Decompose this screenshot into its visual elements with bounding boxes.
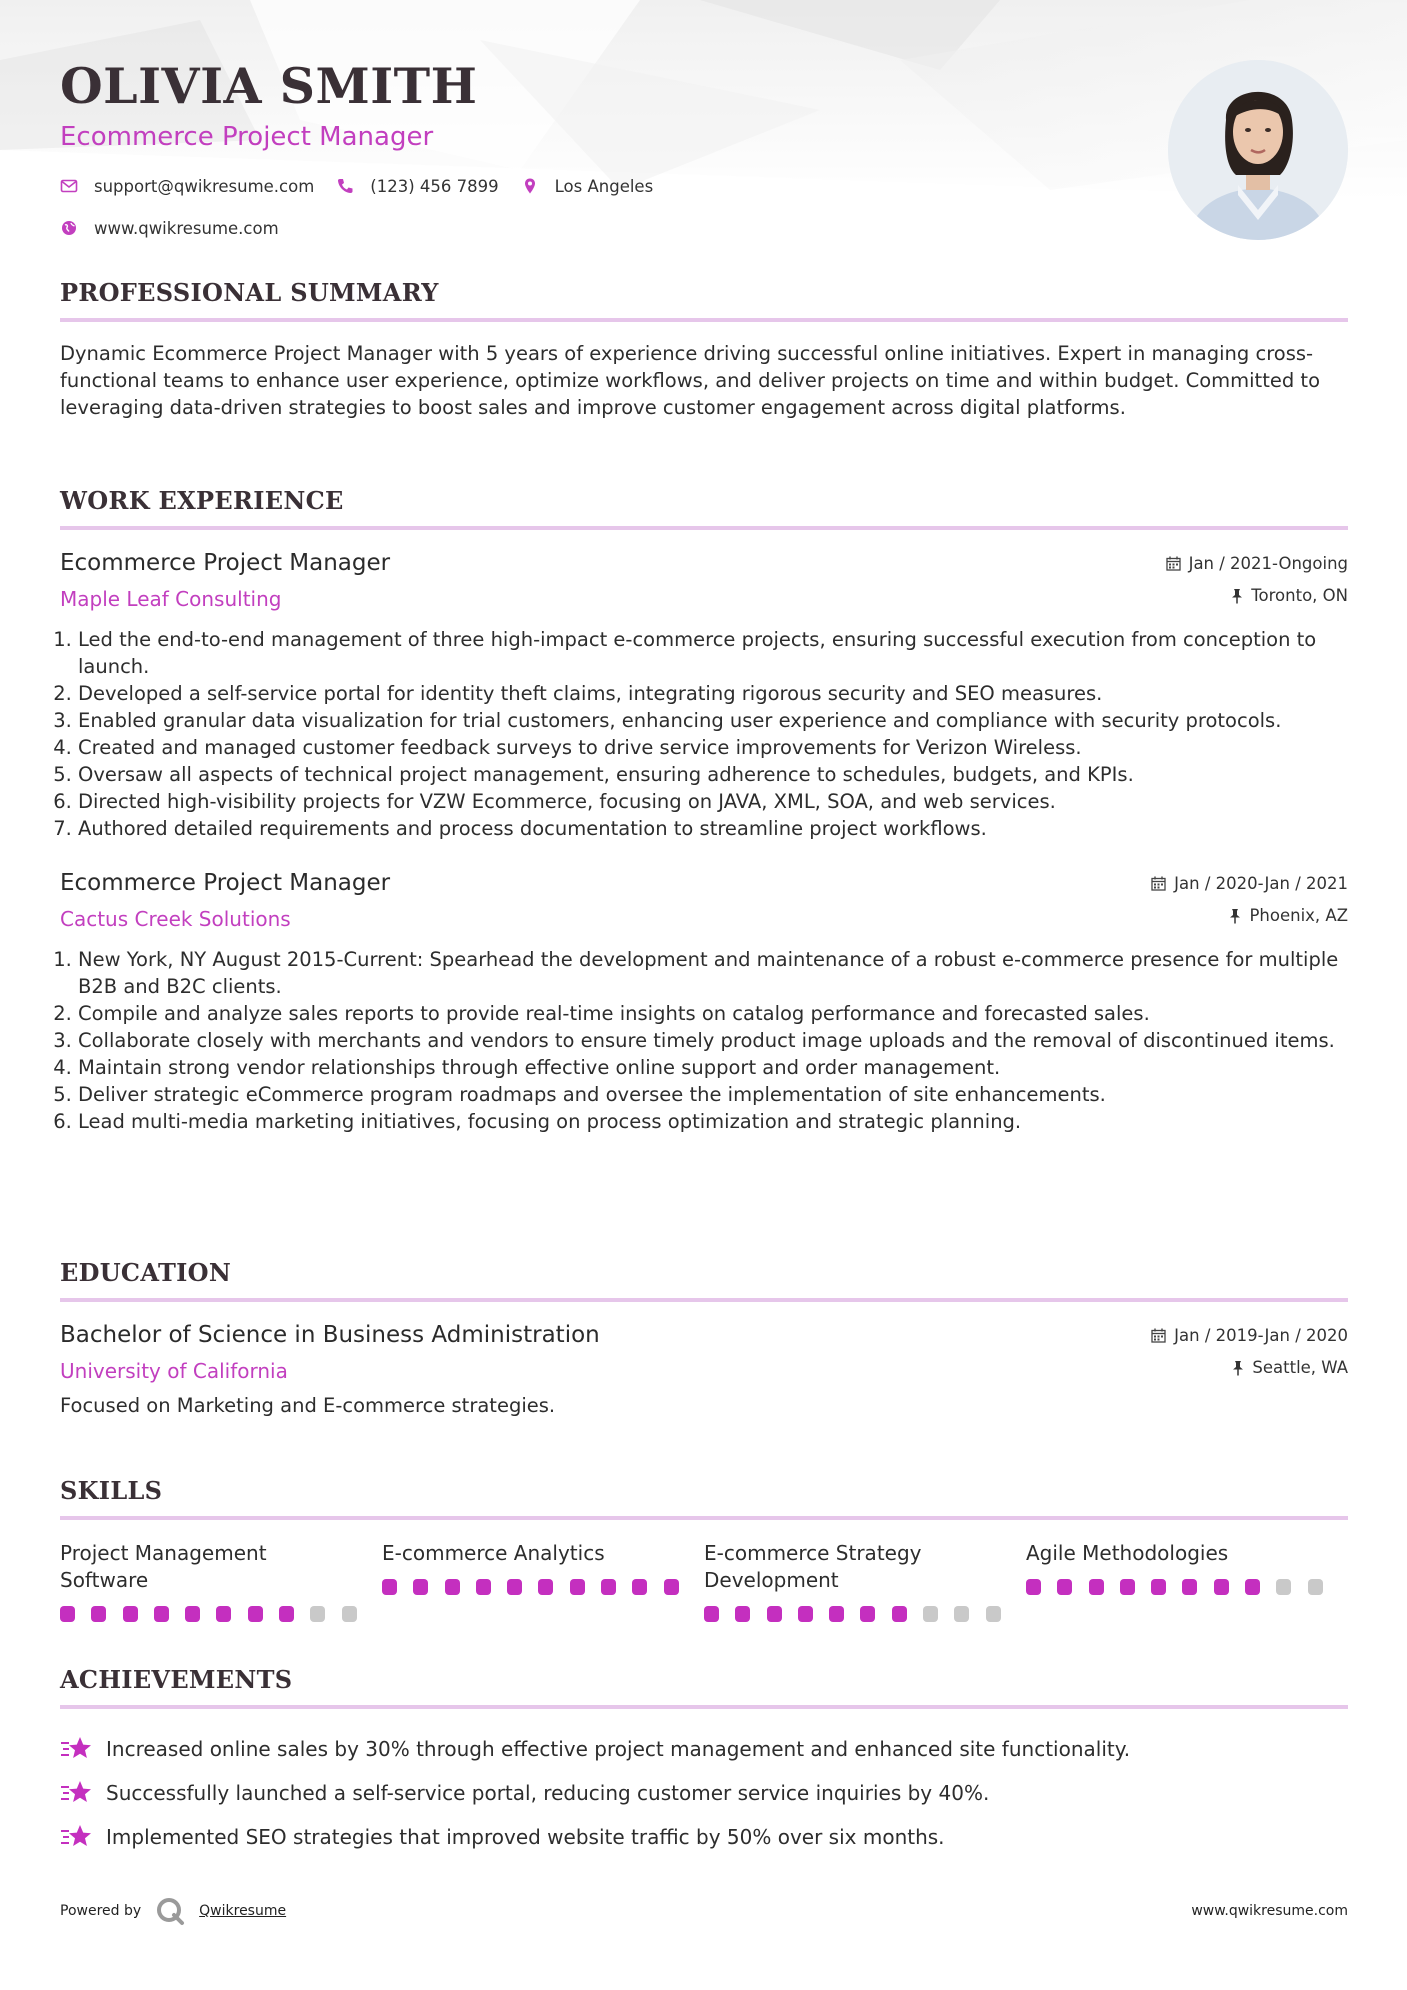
job-bullet: 6. Lead multi-media marketing initiatives, focusing on process optimization and strategic planning.: [78, 1108, 1348, 1135]
job-bullet: 3. Collaborate closely with merchants and vendors to ensure timely product image uploads and the removal of discontinued items.: [78, 1027, 1348, 1054]
skill-dot-filled: [704, 1606, 719, 1622]
skill-dot-filled: [1245, 1579, 1260, 1595]
job-company: Maple Leaf Consulting: [60, 587, 282, 611]
skill-item: [382, 1540, 704, 1622]
skill-rating: [60, 1606, 382, 1622]
skill-dot-filled: [767, 1606, 782, 1622]
job-date: [1151, 874, 1348, 893]
skill-name: E-commerce Strategy Development: [704, 1541, 922, 1592]
skill-dot-empty: [342, 1606, 357, 1622]
skill-dot-filled: [476, 1579, 491, 1595]
job-location: [1229, 906, 1348, 925]
job-date-text: Jan / 2021-Ongoing: [1188, 554, 1348, 573]
skill-dot-filled: [248, 1606, 263, 1622]
education-location: [1232, 1358, 1348, 1377]
skills-section: [60, 1476, 1348, 1622]
job-bullets: [60, 946, 1348, 1135]
job-bullet: 1. Led the end-to-end management of three high-impact e-commerce projects, ensuring successful execution from conception to launch.: [78, 626, 1348, 680]
skill-dot-filled: [154, 1606, 169, 1622]
education-description: Focused on Marketing and E-commerce strategies.: [60, 1394, 556, 1417]
job-entry: [60, 868, 1348, 1135]
summary-section: [60, 278, 1348, 421]
skill-dot-filled: [601, 1579, 616, 1595]
job-date: [1166, 554, 1348, 573]
job-company: Cactus Creek Solutions: [60, 907, 291, 931]
skill-dot-filled: [185, 1606, 200, 1622]
skill-dot-filled: [1089, 1579, 1104, 1595]
email-text: support@qwikresume.com: [94, 176, 315, 196]
achievements-heading: ACHIEVEMENTS: [60, 1665, 1348, 1709]
skill-rating: [382, 1579, 704, 1595]
contact-row-secondary: [60, 216, 1060, 240]
calendar-icon: [1151, 1328, 1166, 1343]
job-bullet: 3. Enabled granular data visualization for trial customers, enhancing user experience and compliance with security protocols.: [78, 707, 1348, 734]
skill-name: E-commerce Analytics: [382, 1541, 605, 1565]
education-entry: [60, 1320, 1348, 1419]
achievement-item: [60, 1771, 1348, 1815]
job-title: Ecommerce Project Manager: [60, 550, 391, 576]
map-pin-icon: [521, 177, 539, 195]
job-title: Ecommerce Project Manager: [60, 870, 391, 896]
education-date: [1151, 1326, 1348, 1345]
skill-dot-filled: [829, 1606, 844, 1622]
job-bullet: 6. Directed high-visibility projects for VZW Ecommerce, focusing on JAVA, XML, SOA, and web services.: [78, 788, 1348, 815]
achievement-text: Successfully launched a self-service portal, reducing customer service inquiries by 40%.: [106, 1781, 990, 1805]
skill-dot-filled: [123, 1606, 138, 1622]
degree-title: Bachelor of Science in Business Administration: [60, 1322, 600, 1348]
skill-dot-filled: [507, 1579, 522, 1595]
contact-phone[interactable]: [336, 177, 498, 196]
powered-by-label: Powered by: [60, 1903, 142, 1919]
achievement-item: [60, 1727, 1348, 1771]
skill-dot-filled: [60, 1606, 75, 1622]
achievement-text: Implemented SEO strategies that improved website traffic by 50% over six months.: [106, 1825, 945, 1849]
qwikresume-link[interactable]: Qwikresume: [199, 1903, 287, 1919]
skill-item: [1026, 1540, 1348, 1622]
skill-dot-filled: [445, 1579, 460, 1595]
resume-header: [60, 56, 1060, 240]
location-text: Los Angeles: [554, 176, 654, 196]
skill-dot-empty: [923, 1606, 938, 1622]
globe-icon: [60, 219, 78, 237]
skill-dot-filled: [91, 1606, 106, 1622]
job-bullet: 5. Oversaw all aspects of technical project management, ensuring adherence to schedules, budgets, and KPIs.: [78, 761, 1348, 788]
achievements-section: [60, 1665, 1348, 1859]
skill-dot-filled: [382, 1579, 397, 1595]
experience-section: [60, 486, 1348, 1135]
job-bullet: 4. Maintain strong vendor relationships through effective online support and order management.: [78, 1054, 1348, 1081]
skill-name: Project Management Software: [60, 1541, 267, 1592]
job-location-text: Toronto, ON: [1251, 586, 1348, 605]
candidate-name: OLIVIA SMITH: [60, 57, 478, 115]
skill-item: [704, 1540, 1026, 1622]
experience-heading: WORK EXPERIENCE: [60, 486, 1348, 530]
job-bullet: 5. Deliver strategic eCommerce program roadmaps and oversee the implementation of site enhancements.: [78, 1081, 1348, 1108]
qwikresume-logo-icon: [155, 1896, 185, 1926]
skill-dot-filled: [632, 1579, 647, 1595]
skill-dot-filled: [216, 1606, 231, 1622]
skill-dot-filled: [1057, 1579, 1072, 1595]
skill-item: [60, 1540, 382, 1622]
calendar-icon: [1166, 556, 1181, 571]
job-location-text: Phoenix, AZ: [1249, 906, 1348, 925]
skill-dot-filled: [798, 1606, 813, 1622]
job-header: [60, 868, 1348, 936]
job-bullet: 1. New York, NY August 2015-Current: Spearhead the development and maintenance of a robust e-commerce presence for multiple B2B and B2C clients.: [78, 946, 1348, 1000]
skill-dot-filled: [664, 1579, 679, 1595]
school-name: University of California: [60, 1359, 288, 1383]
contact-website[interactable]: [60, 219, 279, 238]
skill-dot-filled: [1026, 1579, 1041, 1595]
job-bullet: 2. Developed a self-service portal for identity theft claims, integrating rigorous security and SEO measures.: [78, 680, 1348, 707]
phone-icon: [336, 177, 354, 195]
education-section: [60, 1258, 1348, 1419]
skill-rating: [1026, 1579, 1348, 1595]
skill-dot-filled: [1120, 1579, 1135, 1595]
skills-grid: [60, 1540, 1348, 1622]
skill-name: Agile Methodologies: [1026, 1541, 1229, 1565]
skill-dot-filled: [1151, 1579, 1166, 1595]
candidate-role: Ecommerce Project Manager: [60, 122, 434, 152]
education-location-text: Seattle, WA: [1252, 1358, 1348, 1377]
skill-dot-empty: [954, 1606, 969, 1622]
achievement-star-icon: [60, 1735, 92, 1763]
achievement-text: Increased online sales by 30% through effective project management and enhanced site functionality.: [106, 1737, 1131, 1761]
job-header: [60, 548, 1348, 616]
skill-dot-empty: [1308, 1579, 1323, 1595]
skill-dot-empty: [1276, 1579, 1291, 1595]
achievements-list: [60, 1727, 1348, 1859]
job-bullet: 2. Compile and analyze sales reports to provide real-time insights on catalog performance and forecasted sales.: [78, 1000, 1348, 1027]
job-bullet: 7. Authored detailed requirements and process documentation to streamline project workflows.: [78, 815, 1348, 842]
skills-heading: SKILLS: [60, 1476, 1348, 1520]
website-text: www.qwikresume.com: [94, 218, 279, 238]
skill-dot-filled: [1214, 1579, 1229, 1595]
pushpin-icon: [1232, 1360, 1244, 1376]
education-heading: EDUCATION: [60, 1258, 1348, 1302]
skill-dot-empty: [986, 1606, 1001, 1622]
page-footer: [60, 1896, 1348, 1926]
job-date-text: Jan / 2020-Jan / 2021: [1174, 874, 1348, 893]
skill-dot-filled: [892, 1606, 907, 1622]
contact-email[interactable]: [60, 177, 314, 196]
job-entry: [60, 548, 1348, 842]
achievement-item: [60, 1815, 1348, 1859]
contact-row-primary: [60, 174, 1060, 198]
job-bullet: 4. Created and managed customer feedback surveys to drive service improvements for Verizon Wireless.: [78, 734, 1348, 761]
calendar-icon: [1151, 876, 1166, 891]
skill-dot-filled: [413, 1579, 428, 1595]
skill-dot-filled: [279, 1606, 294, 1622]
profile-photo: [1168, 60, 1348, 240]
summary-heading: PROFESSIONAL SUMMARY: [60, 278, 1348, 322]
pushpin-icon: [1229, 908, 1241, 924]
skill-dot-filled: [538, 1579, 553, 1595]
footer-website[interactable]: www.qwikresume.com: [1191, 1903, 1348, 1919]
skill-dot-empty: [310, 1606, 325, 1622]
skill-dot-filled: [735, 1606, 750, 1622]
phone-text: (123) 456 7899: [370, 176, 499, 196]
job-bullets: [60, 626, 1348, 842]
achievement-star-icon: [60, 1823, 92, 1851]
achievement-star-icon: [60, 1779, 92, 1807]
skill-dot-filled: [570, 1579, 585, 1595]
education-date-text: Jan / 2019-Jan / 2020: [1174, 1326, 1348, 1345]
pushpin-icon: [1231, 588, 1243, 604]
summary-text: Dynamic Ecommerce Project Manager with 5 years of experience driving successful online initiatives. Expert in managing cross-functional teams to enhance user experience, optimize workflows, and deliver projects on time and within budget. Committed to leveraging data-driven strategies to boost sales and improve customer engagement across digital platforms.: [60, 342, 1320, 419]
skill-rating: [704, 1606, 1026, 1622]
skill-dot-filled: [860, 1606, 875, 1622]
skill-dot-filled: [1182, 1579, 1197, 1595]
education-header: [60, 1320, 1348, 1388]
job-location: [1231, 586, 1348, 605]
envelope-icon: [60, 177, 78, 195]
contact-location: [521, 177, 654, 196]
